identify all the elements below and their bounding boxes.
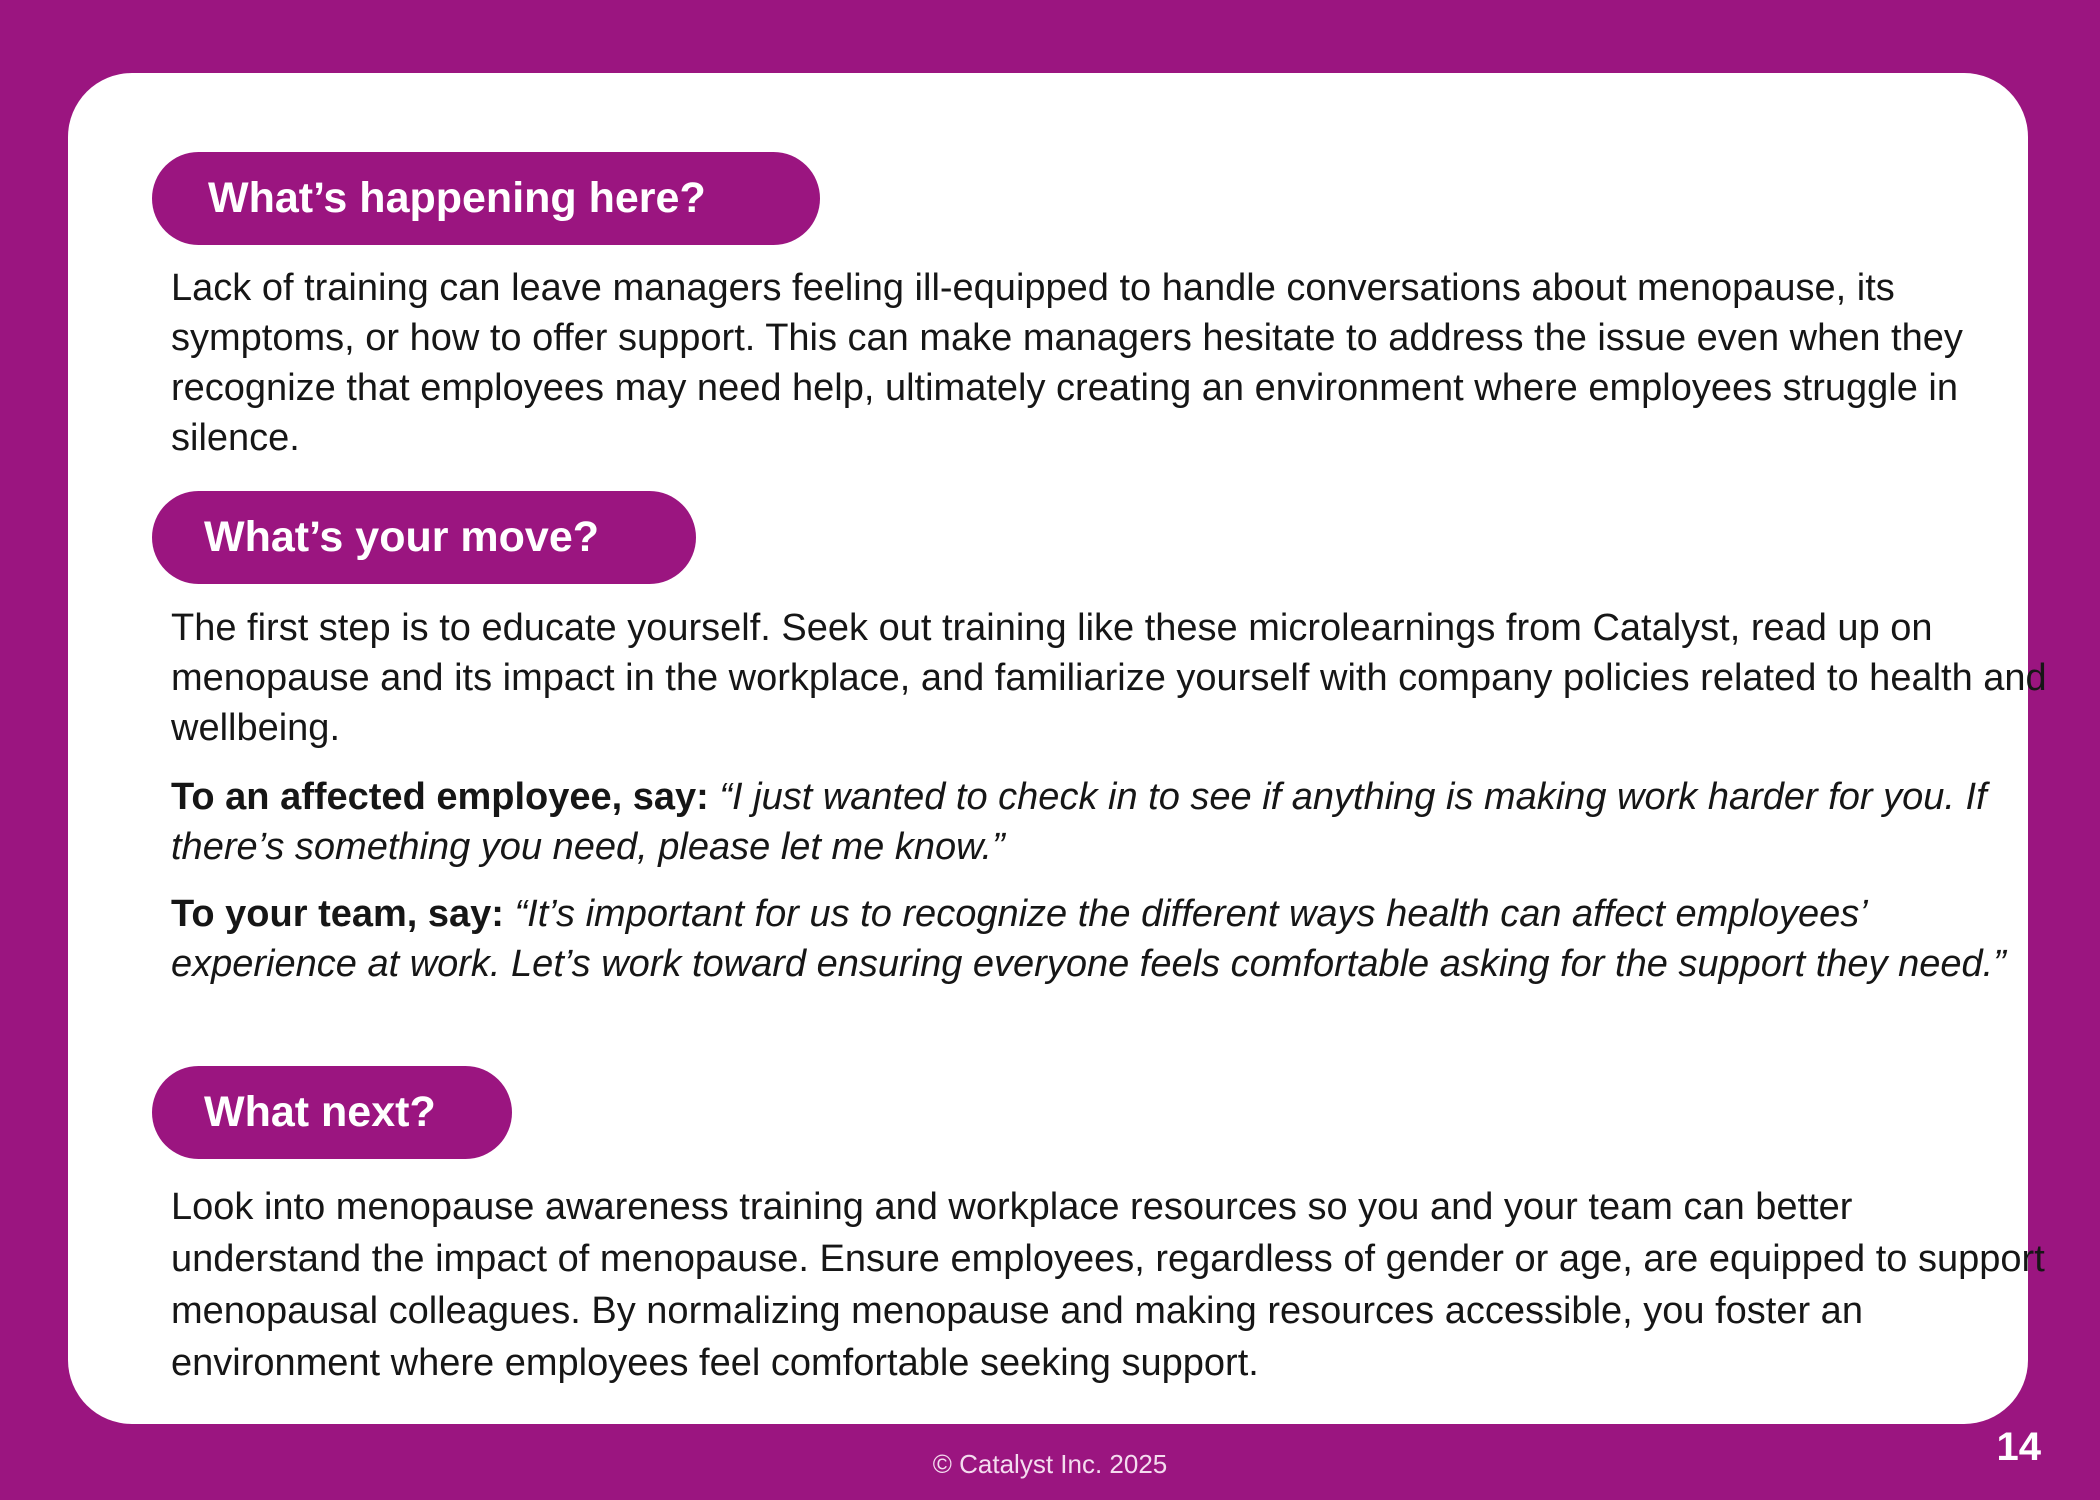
content-card bbox=[68, 73, 2047, 1424]
section-heading-whats-happening: What’s happening here? bbox=[152, 152, 820, 245]
section-heading-what-next: What next? bbox=[152, 1066, 512, 1159]
section-body-whats-happening: Lack of training can leave managers feeling ill-equipped to handle conversations about menopause, its symptoms, or how to offer support. This can make managers hesitate to address the issue even when they recognize that employees may need help, ultimately creating an environment where employees struggle in silence. bbox=[171, 267, 1963, 459]
script-lead-your-team: To your team, say: bbox=[171, 893, 504, 935]
section-body-what-next: Look into menopause awareness training and workplace resources so you and your team can better understand the impact of menopause. Ensure employees, regardless of gender or age, are equipped to support menopausal colleagues. By normalizing menopause and making resources accessible, you foster an environment where employees feel comfortable seeking support. bbox=[171, 1186, 2045, 1384]
section-body-whats-your-move: The first step is to educate yourself. Seek out training like these microlearnings from Catalyst, read up on menopause and its impact in the workplace, and familiarize yourself with company policies related to health and wellbeing. bbox=[171, 607, 2047, 749]
page-number: 14 bbox=[1996, 1425, 2041, 1469]
script-quote-affected-employee: “I just wanted to check in to see if anything is making work harder for you. If there’s something you need, please let me know.” bbox=[171, 776, 1987, 868]
script-your-team bbox=[171, 889, 2051, 989]
script-quote-your-team: “It’s important for us to recognize the different ways health can affect employees’ experience at work. Let’s work toward ensuring everyone feels comfortable asking for the support they need.” bbox=[171, 893, 2006, 985]
script-lead-affected-employee: To an affected employee, say: bbox=[171, 776, 709, 818]
section-heading-whats-your-move: What’s your move? bbox=[152, 491, 696, 584]
script-affected-employee bbox=[171, 772, 2051, 872]
copyright-footer: © Catalyst Inc. 2025 bbox=[932, 1449, 1168, 1479]
